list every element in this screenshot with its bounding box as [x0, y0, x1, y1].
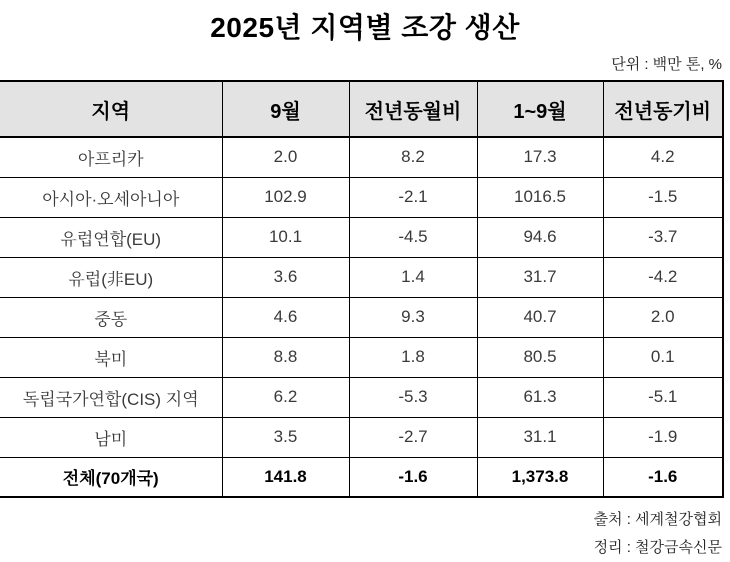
- header-cell-yoy-period: 전년동기비: [603, 81, 723, 137]
- region-cell: 중동: [0, 297, 222, 337]
- table-row-eu: [0, 217, 723, 257]
- table-row-middle-east: [0, 297, 723, 337]
- total-value-cell: 141.8: [222, 457, 349, 497]
- value-cell: 17.3: [477, 137, 603, 177]
- value-cell: 31.7: [477, 257, 603, 297]
- value-cell: 8.8: [222, 337, 349, 377]
- value-cell: 94.6: [477, 217, 603, 257]
- table-row-north-america: [0, 337, 723, 377]
- value-cell: 2.0: [603, 297, 723, 337]
- value-cell: -3.7: [603, 217, 723, 257]
- unit-note: 단위 : 백만 톤, %: [611, 56, 722, 73]
- table-row-cis: [0, 377, 723, 417]
- value-cell: 31.1: [477, 417, 603, 457]
- region-cell: 독립국가연합(CIS) 지역: [0, 377, 222, 417]
- page-title: 2025년 지역별 조강 생산: [210, 12, 520, 43]
- source-note: 출처 : 세계철강협회: [593, 511, 722, 528]
- value-cell: 10.1: [222, 217, 349, 257]
- table-total-row: [0, 457, 723, 497]
- value-cell: -1.5: [603, 177, 723, 217]
- table-row-south-america: [0, 417, 723, 457]
- value-cell: -2.1: [349, 177, 477, 217]
- value-cell: 8.2: [349, 137, 477, 177]
- crude-steel-production-table: [0, 80, 724, 498]
- value-cell: 4.6: [222, 297, 349, 337]
- table-row-asia-oceania: [0, 177, 723, 217]
- value-cell: 1016.5: [477, 177, 603, 217]
- total-value-cell: -1.6: [349, 457, 477, 497]
- value-cell: 1.8: [349, 337, 477, 377]
- value-cell: 1.4: [349, 257, 477, 297]
- region-cell: 아프리카: [0, 137, 222, 177]
- table-header-row: [0, 81, 723, 137]
- region-cell: 북미: [0, 337, 222, 377]
- header-cell-jan-sep: 1~9월: [477, 81, 603, 137]
- value-cell: 102.9: [222, 177, 349, 217]
- value-cell: 2.0: [222, 137, 349, 177]
- value-cell: -5.1: [603, 377, 723, 417]
- total-value-cell: -1.6: [603, 457, 723, 497]
- compiled-note: 정리 : 철강금속신문: [593, 539, 722, 556]
- value-cell: -2.7: [349, 417, 477, 457]
- table-row-africa: [0, 137, 723, 177]
- total-value-cell: 1,373.8: [477, 457, 603, 497]
- header-cell-september: 9월: [222, 81, 349, 137]
- value-cell: -5.3: [349, 377, 477, 417]
- value-cell: 6.2: [222, 377, 349, 417]
- region-cell: 아시아·오세아니아: [0, 177, 222, 217]
- region-cell: 유럽(非EU): [0, 257, 222, 297]
- value-cell: -4.2: [603, 257, 723, 297]
- value-cell: -1.9: [603, 417, 723, 457]
- total-region-cell: 전체(70개국): [0, 457, 222, 497]
- footer-notes: [0, 506, 730, 562]
- value-cell: 3.5: [222, 417, 349, 457]
- header-cell-yoy-month: 전년동월비: [349, 81, 477, 137]
- value-cell: 80.5: [477, 337, 603, 377]
- header-cell-region: 지역: [0, 81, 222, 137]
- value-cell: 0.1: [603, 337, 723, 377]
- region-cell: 남미: [0, 417, 222, 457]
- value-cell: 40.7: [477, 297, 603, 337]
- value-cell: 9.3: [349, 297, 477, 337]
- table-row-non-eu-europe: [0, 257, 723, 297]
- region-cell: 유럽연합(EU): [0, 217, 222, 257]
- value-cell: 4.2: [603, 137, 723, 177]
- value-cell: -4.5: [349, 217, 477, 257]
- value-cell: 61.3: [477, 377, 603, 417]
- value-cell: 3.6: [222, 257, 349, 297]
